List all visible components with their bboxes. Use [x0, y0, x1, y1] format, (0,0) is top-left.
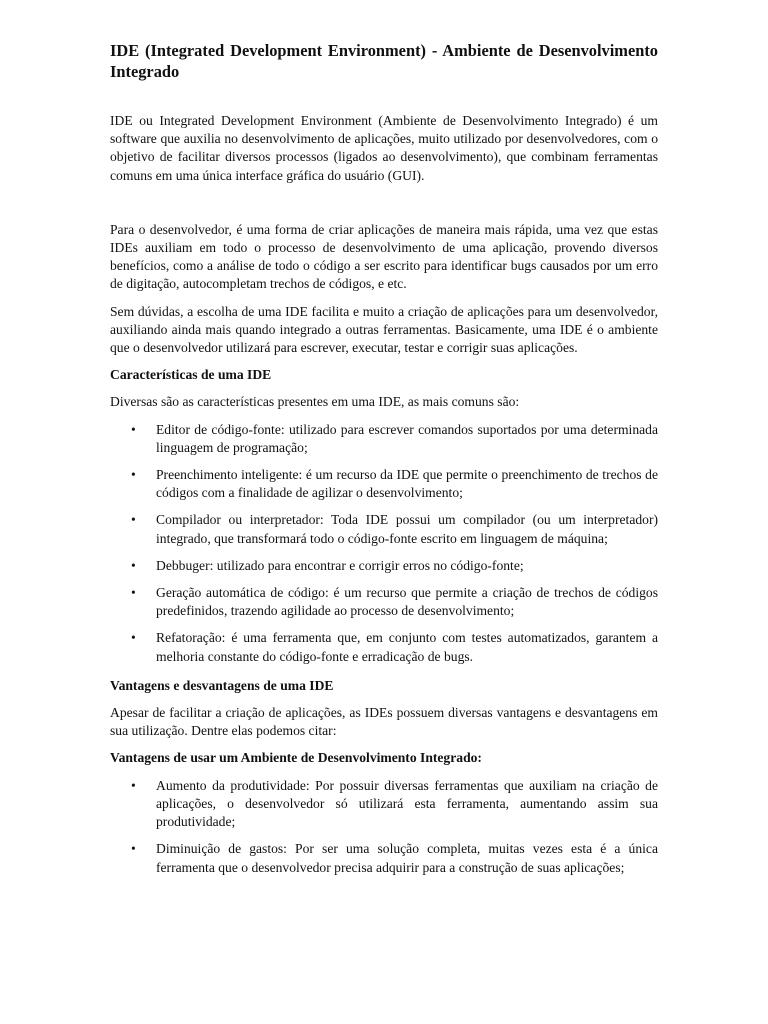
document-title — [110, 40, 658, 82]
heading-advantages: Vantagens de usar um Ambiente de Desenvolvimento Integrado: — [110, 750, 482, 766]
bullet-icon: • — [131, 777, 136, 793]
list-item — [110, 840, 658, 876]
bullet-icon: • — [131, 630, 136, 646]
characteristics-list — [110, 421, 658, 666]
paragraph-choice: Sem dúvidas, a escolha de uma IDE facilita e muito a criação de aplicações para um desenvolvedor, auxiliando ainda mais quando integrado a outras ferramentas. Basicamente, uma IDE é o ambiente que o desenvolvedor utilizará para escrever, executar, testar e corrigir suas aplicações. — [110, 303, 658, 356]
list-item-text: Compilador ou interpretador: Toda IDE possui um compilador (ou um interpretador) integrado, que transformará todo o código-fonte escrito em linguagem de máquina; — [156, 512, 658, 546]
bullet-icon: • — [131, 841, 136, 857]
document-page — [110, 40, 658, 877]
bullet-icon: • — [131, 557, 136, 573]
list-item — [110, 557, 658, 575]
list-item — [110, 629, 658, 665]
list-item-text: Diminuição de gastos: Por ser uma solução completa, muitas vezes esta é a única ferramenta que o desenvolvedor precisa adquirir para a construção de suas aplicações; — [156, 841, 658, 875]
list-item-text: Geração automática de código: é um recurso que permite a criação de trechos de códigos predefinidos, trazendo agilidade ao processo de desenvolvimento; — [156, 585, 658, 619]
bullet-icon: • — [131, 512, 136, 528]
list-item — [110, 777, 658, 832]
characteristics-intro: Diversas são as características presentes em uma IDE, as mais comuns são: — [110, 394, 520, 410]
heading-characteristics: Características de uma IDE — [110, 367, 272, 383]
bullet-icon: • — [131, 467, 136, 483]
list-item-text: Preenchimento inteligente: é um recurso da IDE que permite o preenchimento de trechos de códigos com a finalidade de agilizar o desenvolvimento; — [156, 467, 658, 501]
paragraph-developer: Para o desenvolvedor, é uma forma de criar aplicações de maneira mais rápida, uma vez que estas IDEs auxiliam em todo o processo de desenvolvimento de uma aplicação, provendo diversos benefícios, como a análise de todo o código a ser escrito para identificar bugs causados por um erro de digitação, autocompletam trechos de códigos, e etc. — [110, 221, 658, 292]
list-item — [110, 466, 658, 502]
list-item-text: Refatoração: é uma ferramenta que, em conjunto com testes automatizados, garantem a melhoria constante do código-fonte e erradicação de bugs. — [156, 630, 658, 664]
list-item — [110, 511, 658, 547]
list-item-text: Editor de código-fonte: utilizado para escrever comandos suportados por uma determinada linguagem de programação; — [156, 421, 658, 455]
list-item — [110, 421, 658, 457]
list-item-text: Aumento da produtividade: Por possuir diversas ferramentas que auxiliam na criação de aplicações, o desenvolvedor só utilizará esta ferramenta, aumentando assim sua produtividade; — [156, 777, 658, 830]
advantages-list — [110, 777, 658, 877]
bullet-icon: • — [131, 585, 136, 601]
title-bold: IDE (Integrated Development Environment) — [110, 41, 426, 60]
title-rest: - Ambiente de Desenvolvimento Integrado — [110, 41, 658, 81]
heading-advantages-disadvantages: Vantagens e desvantagens de uma IDE — [110, 677, 334, 693]
list-item — [110, 584, 658, 620]
advantages-disadvantages-intro: Apesar de facilitar a criação de aplicações, as IDEs possuem diversas vantagens e desvantagens em sua utilização. Dentre elas podemos citar: — [110, 705, 658, 739]
list-item-text: Debbuger: utilizado para encontrar e corrigir erros no código-fonte; — [156, 557, 524, 573]
paragraph-definition: IDE ou Integrated Development Environment (Ambiente de Desenvolvimento Integrado) é um software que auxilia no desenvolvimento de aplicações, muito utilizado por desenvolvedores, com o objetivo de facilitar diversos processos (ligados ao desenvolvimento), que combinam ferramentas comuns em uma única interface gráfica do usuário (GUI). — [110, 113, 658, 183]
bullet-icon: • — [131, 421, 136, 437]
